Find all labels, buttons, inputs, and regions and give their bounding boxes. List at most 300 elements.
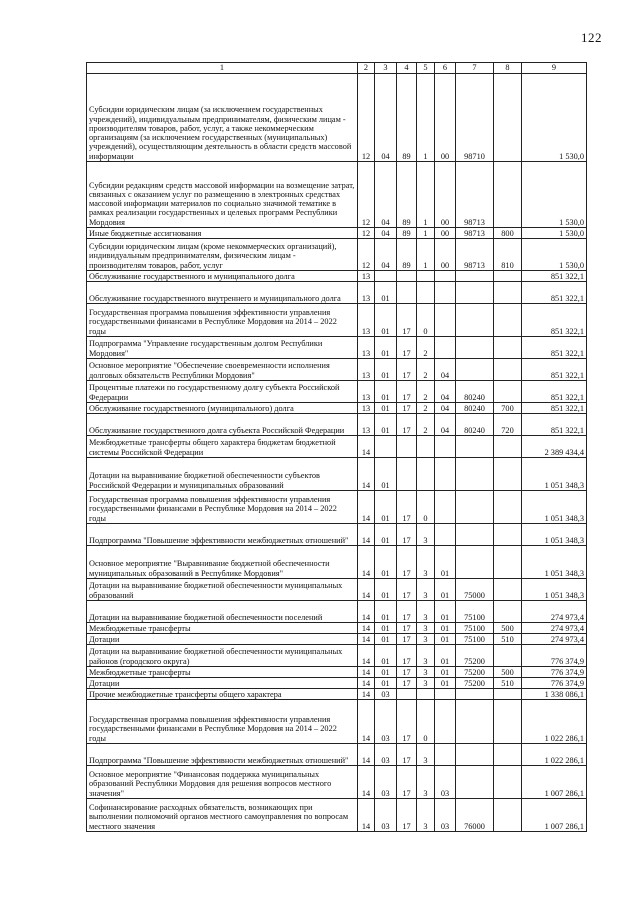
activity-code-cell <box>435 700 456 744</box>
row-name-cell: Государственная программа повышения эффективности управления государственными финансами в Республике Мордовия на 2014 – 2022 годы <box>87 700 358 744</box>
table-row <box>87 799 587 832</box>
amount-cell: 1 530,0 <box>522 228 587 239</box>
program-code-cell: 17 <box>397 634 417 645</box>
direction-code-cell: 75200 <box>456 667 494 678</box>
direction-code-cell <box>456 271 494 282</box>
row-name-cell: Обслуживание государственного внутреннего и муниципального долга <box>87 282 358 304</box>
subprogram-code-cell: 3 <box>417 623 435 634</box>
section-code-cell: 14 <box>358 799 375 832</box>
expense-type-cell: 720 <box>494 414 522 436</box>
subprogram-code-cell: 1 <box>417 74 435 162</box>
subprogram-code-cell <box>417 282 435 304</box>
section-code-cell: 14 <box>358 546 375 579</box>
expense-type-cell <box>494 700 522 744</box>
program-code-cell: 17 <box>397 524 417 546</box>
subprogram-code-cell: 2 <box>417 359 435 381</box>
amount-cell: 776 374,9 <box>522 667 587 678</box>
expense-type-cell <box>494 689 522 700</box>
program-code-cell: 17 <box>397 546 417 579</box>
direction-code-cell: 75100 <box>456 634 494 645</box>
subsection-code-cell <box>375 271 397 282</box>
subprogram-code-cell: 1 <box>417 239 435 271</box>
table-row <box>87 491 587 524</box>
expense-type-cell <box>494 546 522 579</box>
program-code-cell: 89 <box>397 74 417 162</box>
amount-cell: 1 051 348,3 <box>522 579 587 601</box>
column-header: 3 <box>375 63 397 74</box>
amount-cell: 1 530,0 <box>522 162 587 228</box>
expense-type-cell: 500 <box>494 623 522 634</box>
section-code-cell: 14 <box>358 579 375 601</box>
program-code-cell: 17 <box>397 337 417 359</box>
section-code-cell: 13 <box>358 337 375 359</box>
direction-code-cell <box>456 337 494 359</box>
table-row <box>87 700 587 744</box>
section-code-cell: 14 <box>358 491 375 524</box>
direction-code-cell <box>456 458 494 491</box>
row-name-cell: Государственная программа повышения эффективности управления государственными финансами в Республике Мордовия на 2014 – 2022 годы <box>87 304 358 337</box>
section-code-cell: 14 <box>358 623 375 634</box>
subsection-code-cell: 01 <box>375 337 397 359</box>
row-name-cell: Субсидии юридическим лицам (за исключением государственных учреждений), индивидуальным предпринимателям, физическим лицам - производителям товаров, работ, услуг, а также некоммерческим организациям (за исключением государственных (муниципальных) учреждений), осуществляющим деятельность в области средств массовой информации <box>87 74 358 162</box>
activity-code-cell: 01 <box>435 601 456 623</box>
table-row <box>87 414 587 436</box>
column-header: 6 <box>435 63 456 74</box>
expense-type-cell <box>494 359 522 381</box>
subsection-code-cell: 01 <box>375 634 397 645</box>
program-code-cell: 17 <box>397 359 417 381</box>
amount-cell: 274 973,4 <box>522 623 587 634</box>
expense-type-cell <box>494 524 522 546</box>
direction-code-cell: 80240 <box>456 381 494 403</box>
column-header: 5 <box>417 63 435 74</box>
subprogram-code-cell: 3 <box>417 799 435 832</box>
expense-type-cell: 800 <box>494 228 522 239</box>
program-code-cell <box>397 458 417 491</box>
section-code-cell: 12 <box>358 162 375 228</box>
subprogram-code-cell <box>417 689 435 700</box>
subprogram-code-cell: 3 <box>417 667 435 678</box>
program-code-cell: 17 <box>397 645 417 667</box>
amount-cell: 1 530,0 <box>522 74 587 162</box>
subprogram-code-cell: 3 <box>417 678 435 689</box>
subprogram-code-cell: 3 <box>417 634 435 645</box>
budget-table <box>86 62 587 832</box>
direction-code-cell <box>456 689 494 700</box>
program-code-cell <box>397 282 417 304</box>
section-code-cell: 14 <box>358 766 375 799</box>
amount-cell: 1 022 286,1 <box>522 700 587 744</box>
column-header: 1 <box>87 63 358 74</box>
expense-type-cell: 700 <box>494 403 522 414</box>
table-row <box>87 634 587 645</box>
activity-code-cell: 04 <box>435 414 456 436</box>
table-row <box>87 744 587 766</box>
amount-cell: 776 374,9 <box>522 645 587 667</box>
activity-code-cell <box>435 337 456 359</box>
subprogram-code-cell: 3 <box>417 744 435 766</box>
subprogram-code-cell: 0 <box>417 700 435 744</box>
table-row <box>87 74 587 162</box>
subprogram-code-cell <box>417 458 435 491</box>
activity-code-cell: 01 <box>435 634 456 645</box>
row-name-cell: Дотации на выравнивание бюджетной обеспеченности муниципальных районов (городского округа) <box>87 645 358 667</box>
row-name-cell: Межбюджетные трансферты общего характера бюджетам бюджетной системы Российской Федерации <box>87 436 358 458</box>
amount-cell: 1 530,0 <box>522 239 587 271</box>
subsection-code-cell: 01 <box>375 282 397 304</box>
direction-code-cell <box>456 359 494 381</box>
table-row <box>87 162 587 228</box>
expense-type-cell: 510 <box>494 678 522 689</box>
subprogram-code-cell: 3 <box>417 524 435 546</box>
section-code-cell: 14 <box>358 458 375 491</box>
row-name-cell: Межбюджетные трансферты <box>87 623 358 634</box>
program-code-cell: 89 <box>397 239 417 271</box>
subsection-code-cell: 01 <box>375 546 397 579</box>
direction-code-cell <box>456 304 494 337</box>
page-number: 122 <box>581 30 602 45</box>
activity-code-cell <box>435 282 456 304</box>
amount-cell: 1 007 286,1 <box>522 799 587 832</box>
table-row <box>87 304 587 337</box>
amount-cell: 1 338 086,1 <box>522 689 587 700</box>
subsection-code-cell: 01 <box>375 403 397 414</box>
row-name-cell: Иные бюджетные ассигнования <box>87 228 358 239</box>
section-code-cell: 12 <box>358 239 375 271</box>
program-code-cell: 17 <box>397 601 417 623</box>
amount-cell: 1 051 348,3 <box>522 458 587 491</box>
subsection-code-cell: 04 <box>375 74 397 162</box>
section-code-cell: 13 <box>358 304 375 337</box>
table-row <box>87 271 587 282</box>
amount-cell: 851 322,1 <box>522 414 587 436</box>
section-code-cell: 13 <box>358 271 375 282</box>
activity-code-cell <box>435 436 456 458</box>
subsection-code-cell: 01 <box>375 414 397 436</box>
subsection-code-cell: 03 <box>375 700 397 744</box>
direction-code-cell <box>456 546 494 579</box>
table-body <box>87 74 587 832</box>
subsection-code-cell: 01 <box>375 304 397 337</box>
row-name-cell: Подпрограмма "Повышение эффективности межбюджетных отношений" <box>87 744 358 766</box>
subprogram-code-cell: 3 <box>417 579 435 601</box>
expense-type-cell <box>494 458 522 491</box>
row-name-cell: Основное мероприятие "Обеспечение своевременности исполнения долговых обязательств Республики Мордовия" <box>87 359 358 381</box>
amount-cell: 274 973,4 <box>522 601 587 623</box>
expense-type-cell <box>494 74 522 162</box>
subprogram-code-cell: 3 <box>417 766 435 799</box>
activity-code-cell <box>435 491 456 524</box>
activity-code-cell: 03 <box>435 799 456 832</box>
direction-code-cell: 98713 <box>456 162 494 228</box>
section-code-cell: 13 <box>358 359 375 381</box>
section-code-cell: 14 <box>358 436 375 458</box>
expense-type-cell <box>494 436 522 458</box>
row-name-cell: Дотации на выравнивание бюджетной обеспеченности муниципальных образований <box>87 579 358 601</box>
subsection-code-cell: 01 <box>375 645 397 667</box>
amount-cell: 776 374,9 <box>522 678 587 689</box>
section-code-cell: 14 <box>358 744 375 766</box>
expense-type-cell <box>494 271 522 282</box>
row-name-cell: Основное мероприятие "Выравнивание бюджетной обеспеченности муниципальных образований в Республике Мордовия" <box>87 546 358 579</box>
amount-cell: 851 322,1 <box>522 282 587 304</box>
subprogram-code-cell: 2 <box>417 403 435 414</box>
row-name-cell: Прочие межбюджетные трансферты общего характера <box>87 689 358 700</box>
direction-code-cell <box>456 744 494 766</box>
activity-code-cell: 00 <box>435 228 456 239</box>
amount-cell: 274 973,4 <box>522 634 587 645</box>
column-header: 7 <box>456 63 494 74</box>
row-name-cell: Субсидии юридическим лицам (кроме некоммерческих организаций), индивидуальным предпринимателям, физическим лицам - производителям товаров, работ, услуг <box>87 239 358 271</box>
expense-type-cell <box>494 304 522 337</box>
column-header: 8 <box>494 63 522 74</box>
activity-code-cell <box>435 271 456 282</box>
activity-code-cell: 01 <box>435 579 456 601</box>
expense-type-cell <box>494 381 522 403</box>
section-code-cell: 12 <box>358 74 375 162</box>
subsection-code-cell: 04 <box>375 239 397 271</box>
activity-code-cell <box>435 524 456 546</box>
direction-code-cell: 75200 <box>456 645 494 667</box>
row-name-cell: Дотации <box>87 678 358 689</box>
program-code-cell <box>397 689 417 700</box>
program-code-cell: 17 <box>397 700 417 744</box>
section-code-cell: 13 <box>358 282 375 304</box>
subsection-code-cell: 03 <box>375 799 397 832</box>
row-name-cell: Подпрограмма "Управление государственным долгом Республики Мордовия" <box>87 337 358 359</box>
activity-code-cell <box>435 689 456 700</box>
row-name-cell: Субсидии редакциям средств массовой информации на возмещение затрат, связанных с оказанием услуг по размещению в электронных средствах массовой информации материалов по социально значимой тематике в рамках реализации государственных и целевых программ Республики Мордовия <box>87 162 358 228</box>
subprogram-code-cell <box>417 271 435 282</box>
column-header: 4 <box>397 63 417 74</box>
subsection-code-cell: 03 <box>375 689 397 700</box>
activity-code-cell <box>435 744 456 766</box>
direction-code-cell <box>456 436 494 458</box>
subsection-code-cell: 01 <box>375 491 397 524</box>
subprogram-code-cell: 2 <box>417 381 435 403</box>
expense-type-cell <box>494 766 522 799</box>
subprogram-code-cell <box>417 436 435 458</box>
subsection-code-cell: 01 <box>375 381 397 403</box>
subprogram-code-cell: 1 <box>417 162 435 228</box>
amount-cell: 851 322,1 <box>522 403 587 414</box>
table-row <box>87 239 587 271</box>
amount-cell: 851 322,1 <box>522 304 587 337</box>
subprogram-code-cell: 1 <box>417 228 435 239</box>
program-code-cell: 17 <box>397 744 417 766</box>
direction-code-cell: 98713 <box>456 228 494 239</box>
table-row <box>87 381 587 403</box>
expense-type-cell: 510 <box>494 634 522 645</box>
subsection-code-cell: 01 <box>375 359 397 381</box>
table-row <box>87 524 587 546</box>
expense-type-cell <box>494 645 522 667</box>
activity-code-cell: 00 <box>435 162 456 228</box>
row-name-cell: Обслуживание государственного и муниципального долга <box>87 271 358 282</box>
activity-code-cell: 00 <box>435 74 456 162</box>
activity-code-cell: 04 <box>435 381 456 403</box>
subsection-code-cell: 01 <box>375 579 397 601</box>
program-code-cell: 17 <box>397 799 417 832</box>
table-row <box>87 579 587 601</box>
row-name-cell: Обслуживание государственного долга субъекта Российской Федерации <box>87 414 358 436</box>
table-row <box>87 403 587 414</box>
direction-code-cell <box>456 282 494 304</box>
column-header: 9 <box>522 63 587 74</box>
amount-cell: 851 322,1 <box>522 337 587 359</box>
program-code-cell: 17 <box>397 304 417 337</box>
table-row <box>87 546 587 579</box>
column-header: 2 <box>358 63 375 74</box>
direction-code-cell <box>456 491 494 524</box>
program-code-cell: 17 <box>397 766 417 799</box>
expense-type-cell <box>494 601 522 623</box>
activity-code-cell: 03 <box>435 766 456 799</box>
activity-code-cell: 04 <box>435 403 456 414</box>
row-name-cell: Подпрограмма "Повышение эффективности межбюджетных отношений" <box>87 524 358 546</box>
row-name-cell: Дотации на выравнивание бюджетной обеспеченности поселений <box>87 601 358 623</box>
program-code-cell: 17 <box>397 667 417 678</box>
direction-code-cell: 98710 <box>456 74 494 162</box>
activity-code-cell <box>435 458 456 491</box>
expense-type-cell <box>494 579 522 601</box>
activity-code-cell: 01 <box>435 623 456 634</box>
amount-cell: 1 007 286,1 <box>522 766 587 799</box>
expense-type-cell <box>494 162 522 228</box>
direction-code-cell: 75100 <box>456 601 494 623</box>
amount-cell: 2 389 434,4 <box>522 436 587 458</box>
section-code-cell: 14 <box>358 524 375 546</box>
program-code-cell: 17 <box>397 414 417 436</box>
table-row <box>87 282 587 304</box>
activity-code-cell <box>435 304 456 337</box>
expense-type-cell <box>494 491 522 524</box>
direction-code-cell: 75000 <box>456 579 494 601</box>
row-name-cell: Государственная программа повышения эффективности управления государственными финансами в Республике Мордовия на 2014 – 2022 годы <box>87 491 358 524</box>
subprogram-code-cell: 3 <box>417 546 435 579</box>
subsection-code-cell: 01 <box>375 524 397 546</box>
subprogram-code-cell: 2 <box>417 414 435 436</box>
section-code-cell: 14 <box>358 601 375 623</box>
program-code-cell: 89 <box>397 228 417 239</box>
table-row <box>87 623 587 634</box>
program-code-cell: 17 <box>397 623 417 634</box>
table-row <box>87 678 587 689</box>
amount-cell: 851 322,1 <box>522 359 587 381</box>
section-code-cell: 14 <box>358 667 375 678</box>
amount-cell: 1 051 348,3 <box>522 491 587 524</box>
subsection-code-cell: 01 <box>375 678 397 689</box>
subprogram-code-cell: 0 <box>417 304 435 337</box>
expense-type-cell <box>494 744 522 766</box>
subsection-code-cell: 01 <box>375 623 397 634</box>
subsection-code-cell <box>375 436 397 458</box>
section-code-cell: 12 <box>358 228 375 239</box>
amount-cell: 851 322,1 <box>522 271 587 282</box>
expense-type-cell: 810 <box>494 239 522 271</box>
subsection-code-cell: 03 <box>375 744 397 766</box>
direction-code-cell: 75100 <box>456 623 494 634</box>
amount-cell: 1 022 286,1 <box>522 744 587 766</box>
amount-cell: 1 051 348,3 <box>522 524 587 546</box>
subsection-code-cell: 04 <box>375 162 397 228</box>
activity-code-cell: 04 <box>435 359 456 381</box>
section-code-cell: 14 <box>358 700 375 744</box>
row-name-cell: Обслуживание государственного (муниципального) долга <box>87 403 358 414</box>
subsection-code-cell: 03 <box>375 766 397 799</box>
table-row <box>87 337 587 359</box>
activity-code-cell: 01 <box>435 667 456 678</box>
amount-cell: 851 322,1 <box>522 381 587 403</box>
subprogram-code-cell: 3 <box>417 645 435 667</box>
table-row <box>87 458 587 491</box>
expense-type-cell <box>494 337 522 359</box>
activity-code-cell: 00 <box>435 239 456 271</box>
row-name-cell: Основное мероприятие "Финансовая поддержка муниципальных образований Республики Мордовия для решения вопросов местного значения" <box>87 766 358 799</box>
program-code-cell: 17 <box>397 491 417 524</box>
direction-code-cell: 75200 <box>456 678 494 689</box>
activity-code-cell: 01 <box>435 645 456 667</box>
table-row <box>87 766 587 799</box>
direction-code-cell: 98713 <box>456 239 494 271</box>
subsection-code-cell: 01 <box>375 601 397 623</box>
row-name-cell: Дотации <box>87 634 358 645</box>
program-code-cell: 17 <box>397 381 417 403</box>
program-code-cell: 17 <box>397 403 417 414</box>
amount-cell: 1 051 348,3 <box>522 546 587 579</box>
table-row <box>87 689 587 700</box>
table-row <box>87 228 587 239</box>
subsection-code-cell: 01 <box>375 458 397 491</box>
subsection-code-cell: 04 <box>375 228 397 239</box>
direction-code-cell: 80240 <box>456 403 494 414</box>
subprogram-code-cell: 0 <box>417 491 435 524</box>
table-row <box>87 359 587 381</box>
program-code-cell: 17 <box>397 579 417 601</box>
expense-type-cell <box>494 282 522 304</box>
direction-code-cell <box>456 766 494 799</box>
table-row <box>87 436 587 458</box>
table-header-row <box>87 63 587 74</box>
program-code-cell: 17 <box>397 678 417 689</box>
direction-code-cell: 80240 <box>456 414 494 436</box>
program-code-cell <box>397 271 417 282</box>
activity-code-cell: 01 <box>435 678 456 689</box>
table-row <box>87 601 587 623</box>
section-code-cell: 14 <box>358 634 375 645</box>
section-code-cell: 14 <box>358 678 375 689</box>
section-code-cell: 13 <box>358 381 375 403</box>
row-name-cell: Межбюджетные трансферты <box>87 667 358 678</box>
direction-code-cell: 76000 <box>456 799 494 832</box>
program-code-cell: 89 <box>397 162 417 228</box>
subsection-code-cell: 01 <box>375 667 397 678</box>
subprogram-code-cell: 2 <box>417 337 435 359</box>
expense-type-cell: 500 <box>494 667 522 678</box>
expense-type-cell <box>494 799 522 832</box>
activity-code-cell: 01 <box>435 546 456 579</box>
row-name-cell: Дотации на выравнивание бюджетной обеспеченности субъектов Российской Федерации и муниципальных образований <box>87 458 358 491</box>
row-name-cell: Процентные платежи по государственному долгу субъекта Российской Федерации <box>87 381 358 403</box>
table-row <box>87 645 587 667</box>
table-row <box>87 667 587 678</box>
subprogram-code-cell: 3 <box>417 601 435 623</box>
direction-code-cell <box>456 524 494 546</box>
section-code-cell: 14 <box>358 689 375 700</box>
row-name-cell: Софинансирование расходных обязательств, возникающих при выполнении полномочий органов местного самоуправления по вопросам местного значения <box>87 799 358 832</box>
program-code-cell <box>397 436 417 458</box>
section-code-cell: 13 <box>358 403 375 414</box>
